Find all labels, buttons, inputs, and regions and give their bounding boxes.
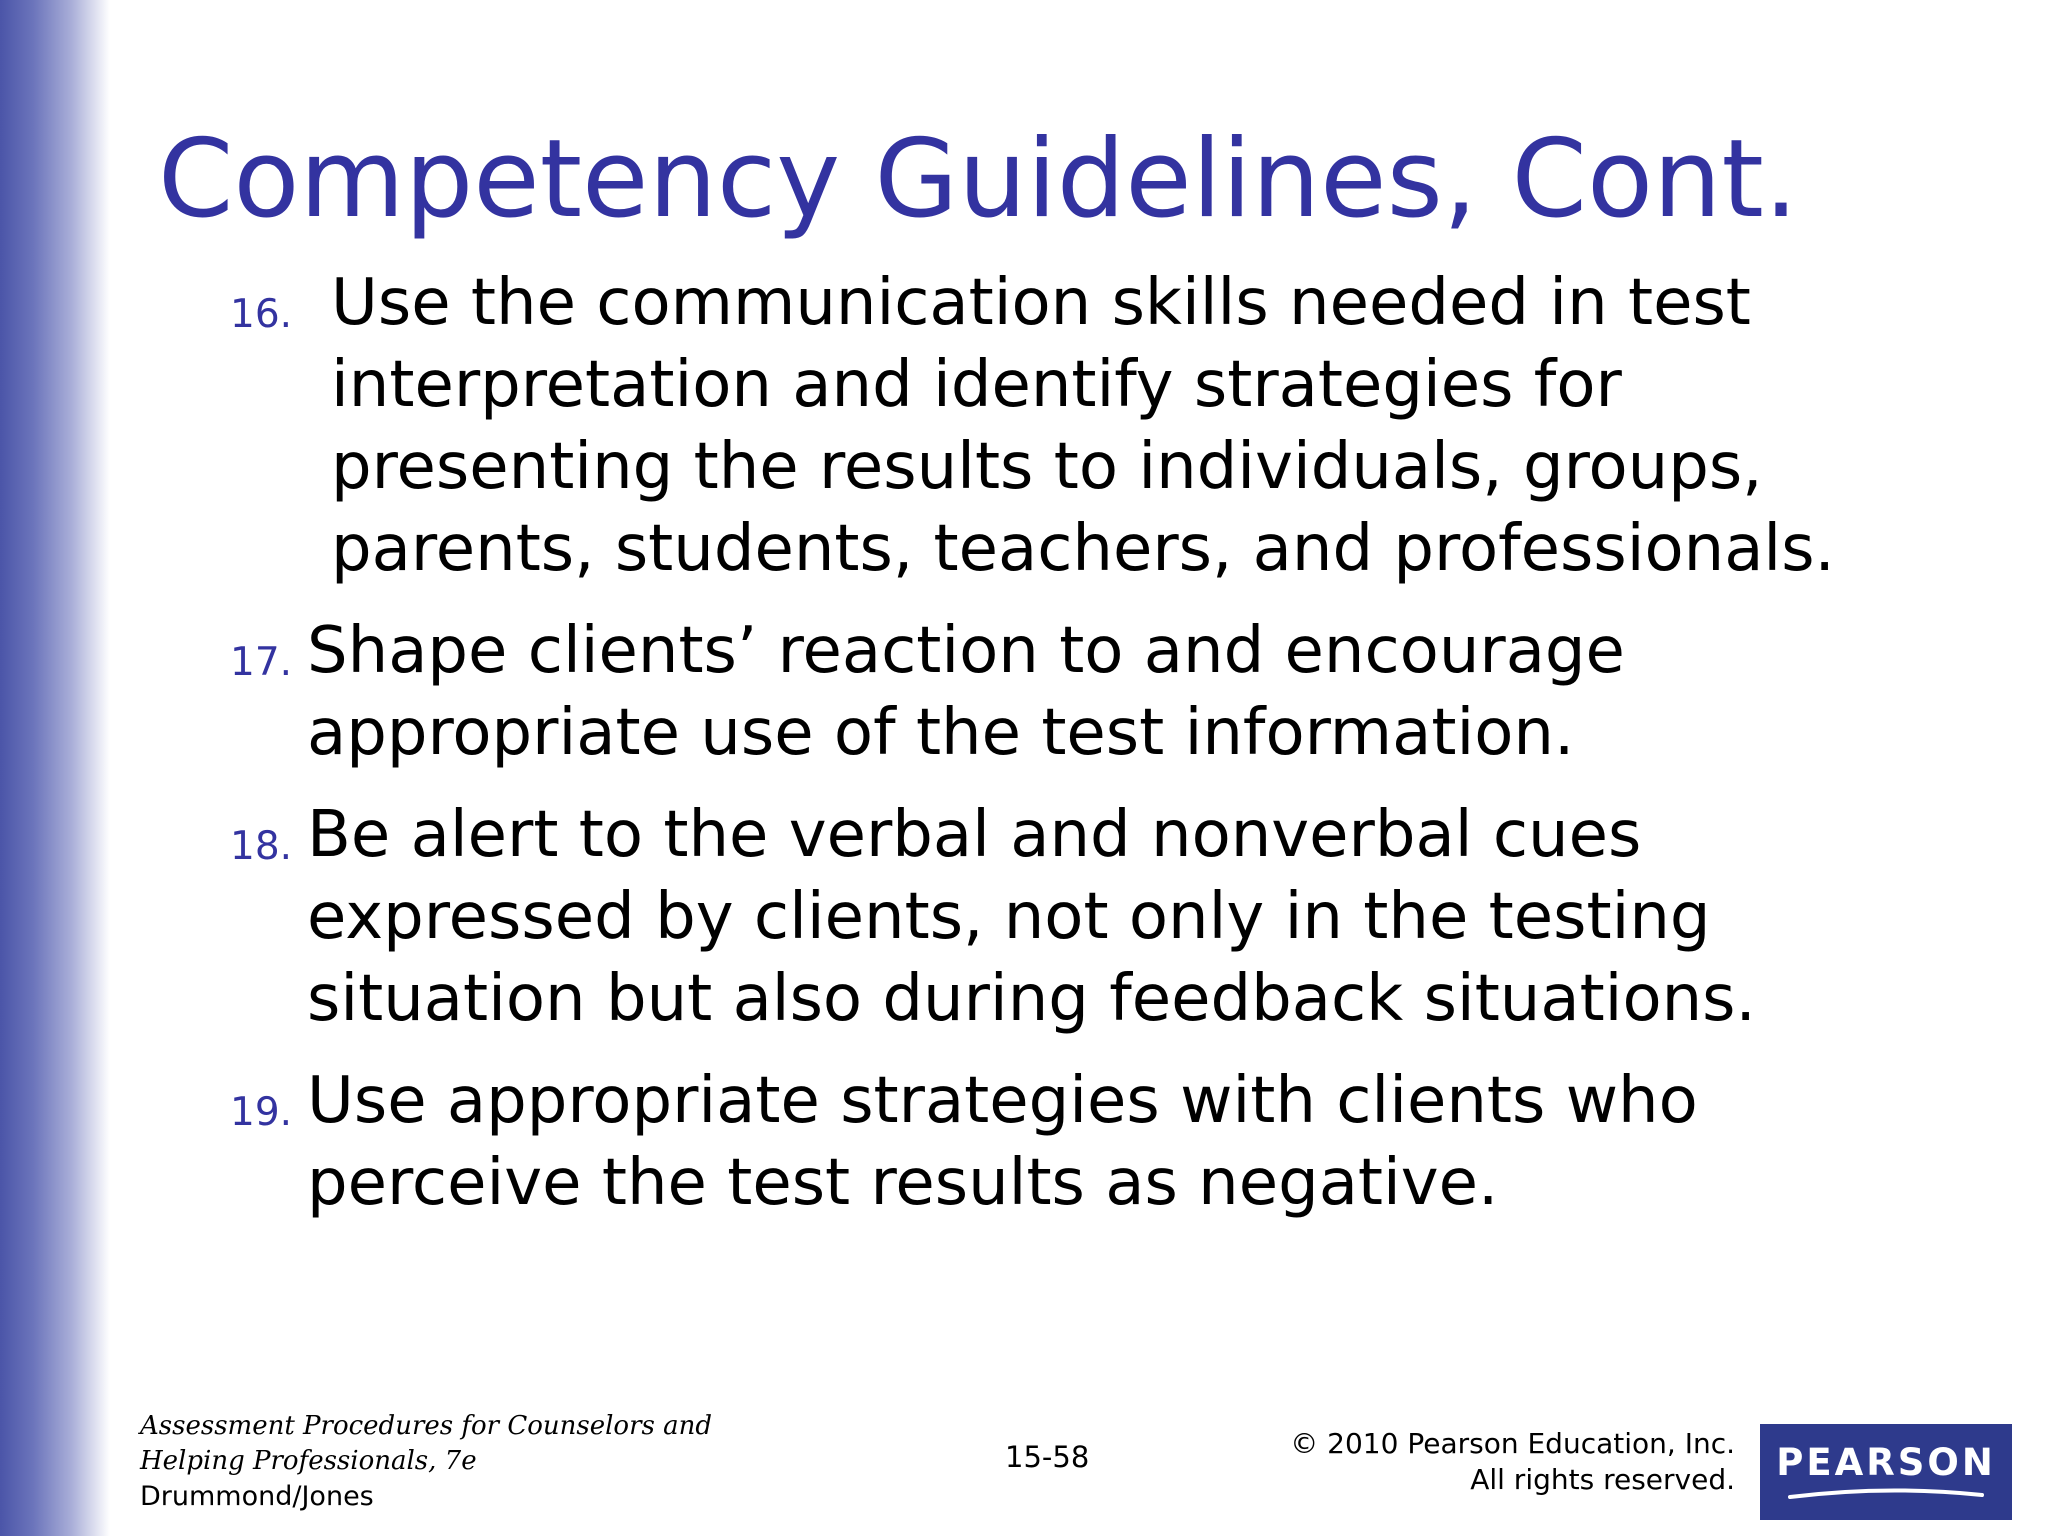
book-authors: Drummond/Jones — [140, 1481, 374, 1512]
list-item — [230, 262, 1930, 590]
item-number: 18. — [230, 824, 293, 869]
copyright-notice — [1290, 1426, 1735, 1498]
pearson-logo — [1760, 1424, 2012, 1520]
guideline-list — [230, 262, 1930, 1244]
item-text: Use the communication skills needed in test interpretation and identify strategies for presenting the results to individuals, groups, parents, students, teachers, and professionals. — [331, 266, 1835, 586]
list-item — [230, 794, 1930, 1040]
book-citation — [140, 1409, 780, 1514]
item-text: Use appropriate strategies with clients who perceive the test results as negative. — [307, 1064, 1698, 1220]
left-accent-bar — [0, 0, 110, 1536]
slide-title: Competency Guidelines, Cont. — [158, 117, 1799, 242]
rights-line: All rights reserved. — [1470, 1463, 1735, 1496]
list-item — [230, 1060, 1930, 1224]
item-number: 17. — [230, 640, 293, 685]
item-number: 19. — [230, 1090, 293, 1135]
list-item — [230, 610, 1930, 774]
logo-swoosh-icon — [1786, 1487, 1986, 1501]
item-text: Be alert to the verbal and nonverbal cues expressed by clients, not only in the testing situation but also during feedback situations. — [307, 798, 1756, 1036]
book-title: Assessment Procedures for Counselors and Helping Professionals, 7e — [140, 1411, 712, 1476]
logo-wordmark: PEARSON — [1776, 1440, 1996, 1484]
item-text: Shape clients’ reaction to and encourage appropriate use of the test information. — [307, 614, 1625, 770]
item-number: 16. — [230, 292, 293, 337]
slide-number: 15-58 — [1005, 1440, 1090, 1474]
copyright-line: © 2010 Pearson Education, Inc. — [1290, 1427, 1735, 1460]
